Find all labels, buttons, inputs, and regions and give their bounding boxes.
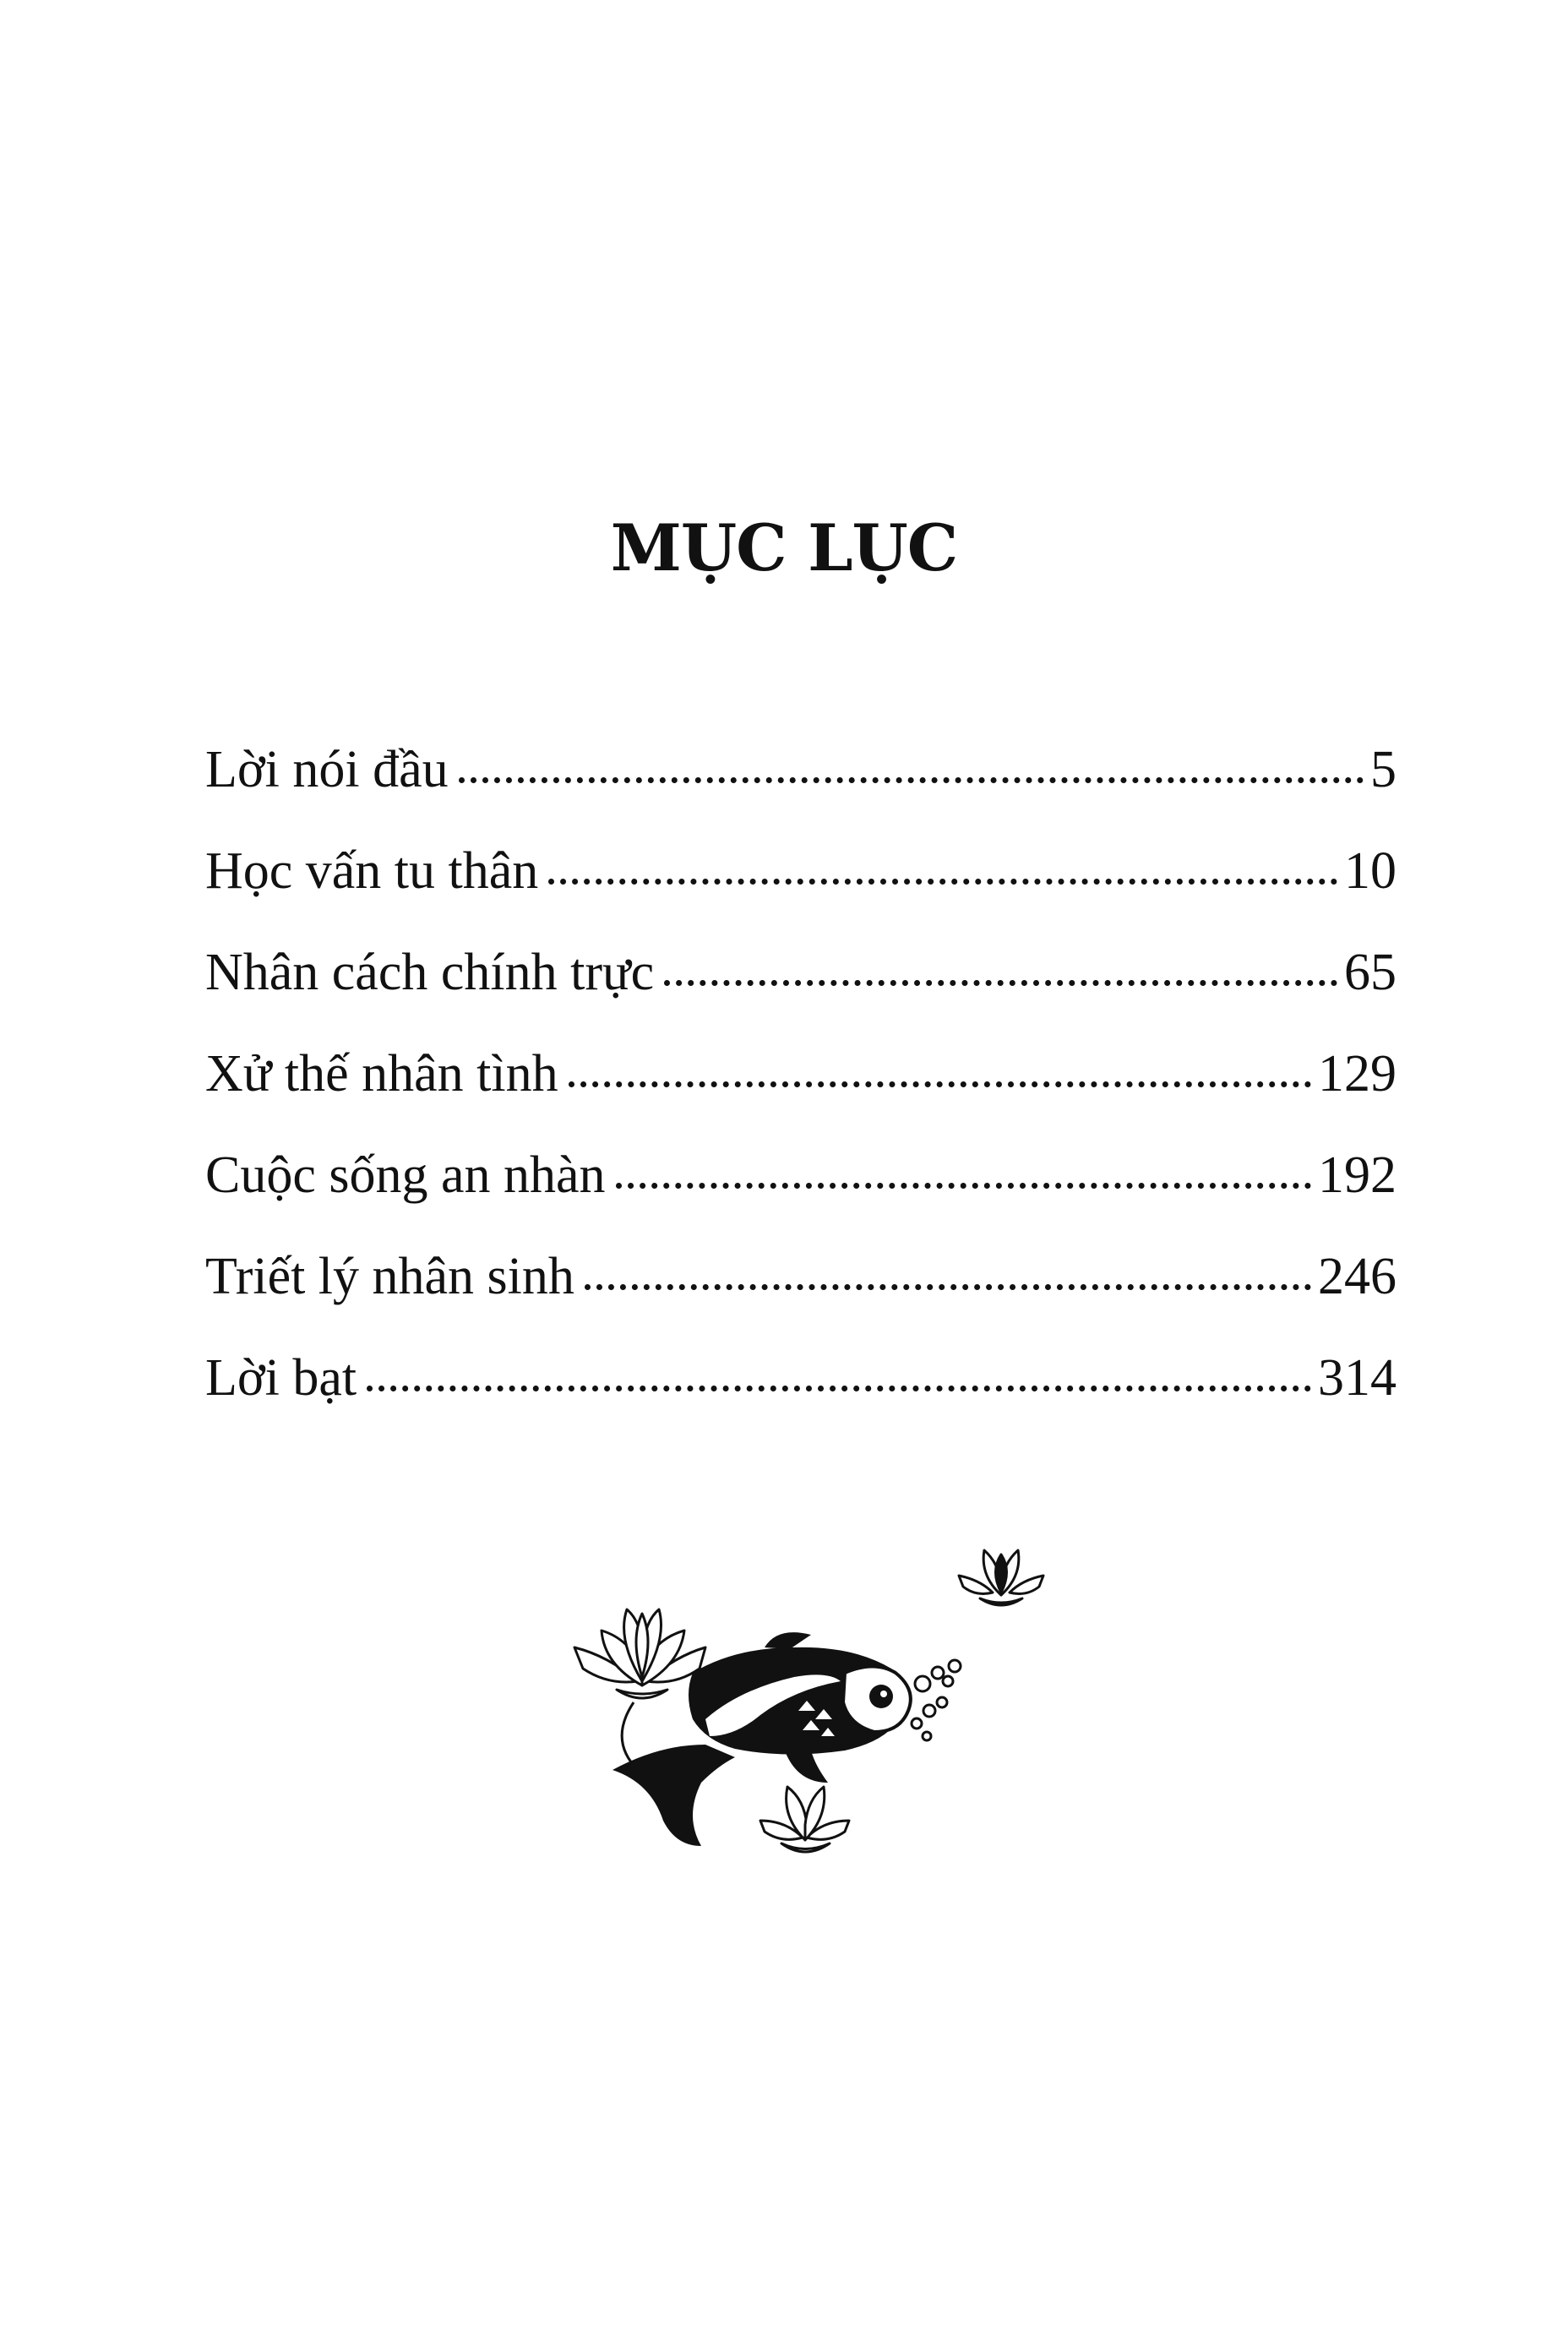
toc-entry <box>205 842 1396 946</box>
toc-entry-title: Nhân cách chính trực <box>205 944 655 1001</box>
toc-entry-title: Cuộc sống an nhàn <box>205 1146 606 1204</box>
toc-entry-page: 314 <box>1318 1349 1396 1407</box>
dot-leader <box>569 1081 1311 1087</box>
page-title: MỤC LỤC <box>610 509 958 585</box>
dot-leader <box>616 1183 1311 1189</box>
dot-leader <box>459 777 1364 783</box>
toc-entry-page: 5 <box>1370 741 1396 798</box>
toc-entry <box>205 946 1396 1048</box>
dot-leader <box>664 980 1337 986</box>
toc-entry-title: Xử thế nhân tình <box>205 1045 558 1103</box>
small-lotus-icon <box>959 1550 1043 1605</box>
fish-and-lotus-illustration <box>558 1529 1064 1867</box>
lotus-flower-icon <box>574 1609 705 1698</box>
toc-entry-title: Triết lý nhân sinh <box>205 1248 574 1305</box>
toc-entry-page: 246 <box>1318 1248 1396 1305</box>
toc-entry-title: Lời bạt <box>205 1349 357 1407</box>
bubbles-icon <box>912 1660 961 1740</box>
dot-leader <box>548 879 1337 885</box>
toc-entry <box>205 1349 1396 1453</box>
toc-entry <box>205 1045 1396 1149</box>
toc-entry-page: 10 <box>1344 842 1396 900</box>
toc-entry-page: 129 <box>1318 1045 1396 1103</box>
toc-entry <box>205 743 1396 845</box>
toc-entry-page: 65 <box>1344 944 1396 1001</box>
dot-leader <box>585 1284 1311 1290</box>
toc-entry <box>205 1146 1396 1250</box>
toc-entry-title: Lời nói đầu <box>205 741 449 798</box>
toc-entry <box>205 1250 1396 1352</box>
toc-entry-page: 192 <box>1318 1146 1396 1204</box>
dot-leader <box>367 1386 1311 1391</box>
table-of-contents <box>205 743 1396 1453</box>
bottom-lotus-icon <box>760 1787 849 1852</box>
toc-entry-title: Học vấn tu thân <box>205 842 539 900</box>
